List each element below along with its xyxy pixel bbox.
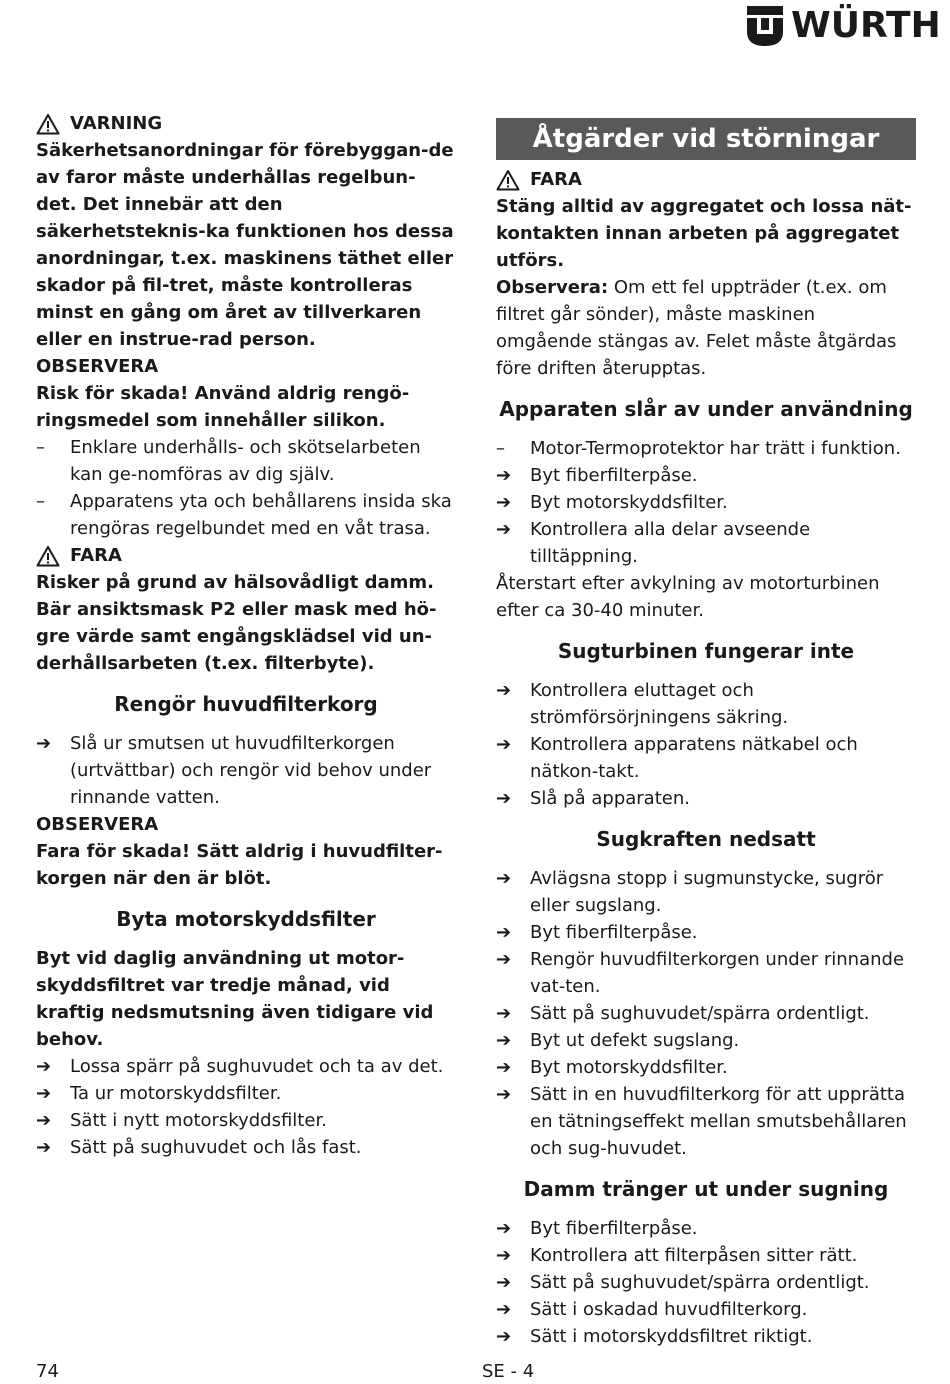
section-title: Damm tränger ut under sugning — [523, 1177, 889, 1201]
arrow-right-icon: ➔ — [496, 1003, 512, 1024]
warning-triangle-icon — [36, 113, 60, 135]
note-text: Fara för skada! Sätt aldrig i huvudfilter-korgen när den är blöt. — [36, 841, 443, 889]
list-item: ➔ Slå på apparaten. — [496, 785, 916, 812]
list-item: ➔ Sätt in en huvudfilterkorg för att upprätta en tätningseffekt mellan smutsbehållaren och sug-huvudet. — [496, 1081, 916, 1162]
list-item: ➔ Sätt på sughuvudet och lås fast. — [36, 1134, 456, 1161]
warning-label: VARNING — [70, 113, 163, 134]
restart-text: Återstart efter avkylning av motorturbinen efter ca 30-40 minuter. — [496, 573, 880, 621]
warning-text: Säkerhetsanordningar för förebyggan-de av faror måste underhållas regelbun-det. Det innebär att den säkerhetsteknis-ka funktionen hos dessa anordningar, t.ex. maskinens täthet eller skador på fil-tret, måste kontrolleras minst en gång om året av tillverkaren eller en instrue-rad person. — [36, 140, 454, 350]
arrow-right-icon: ➔ — [36, 733, 52, 754]
danger-label: FARA — [530, 169, 582, 190]
wurth-logo-icon — [745, 4, 785, 48]
brand-logo — [745, 4, 945, 48]
danger-text: Risker på grund av hälsovådligt damm. Bär ansiktsmask P2 eller mask med hö-gre värde samt engångsklädsel vid un-derhållsarbeten (t.ex. filterbyte). — [36, 572, 437, 674]
arrow-right-icon: ➔ — [496, 868, 512, 889]
list-item: ➔ Byt ut defekt sugslang. — [496, 1027, 916, 1054]
arrow-right-icon: ➔ — [496, 1084, 512, 1105]
arrow-right-icon: ➔ — [496, 1057, 512, 1078]
warning-triangle-icon — [496, 169, 520, 191]
note-label: OBSERVERA — [36, 356, 159, 377]
list-item: ➔ Sätt i nytt motorskyddsfilter. — [36, 1107, 456, 1134]
left-column — [36, 110, 456, 1161]
arrow-right-icon: ➔ — [36, 1056, 52, 1077]
list-item: ➔ Rengör huvudfilterkorgen under rinnande vat-ten. — [496, 946, 916, 1000]
list-item: ➔ Byt fiberfilterpåse. — [496, 1215, 916, 1242]
list-item: ➔ Kontrollera apparatens nätkabel och nätkon-takt. — [496, 731, 916, 785]
danger-heading — [496, 166, 916, 193]
danger-label: FARA — [70, 545, 122, 566]
warning-triangle-icon — [36, 545, 60, 567]
arrow-right-icon: ➔ — [496, 1326, 512, 1347]
page-code: SE - 4 — [482, 1361, 535, 1382]
arrow-right-icon: ➔ — [36, 1137, 52, 1158]
danger-text: Stäng alltid av aggregatet och lossa nät-kontakten innan arbeten på aggregatet utförs. — [496, 196, 912, 271]
arrow-right-icon: ➔ — [496, 1218, 512, 1239]
arrow-right-icon: ➔ — [36, 1083, 52, 1104]
right-column — [496, 110, 916, 1350]
arrow-right-icon: ➔ — [496, 519, 512, 540]
list-item: ➔ Lossa spärr på sughuvudet och ta av det. — [36, 1053, 456, 1080]
list-item: ➔ Sätt på sughuvudet/spärra ordentligt. — [496, 1269, 916, 1296]
warning-heading — [36, 110, 456, 137]
arrow-right-icon: ➔ — [496, 1299, 512, 1320]
list-item: ➔ Ta ur motorskyddsfilter. — [36, 1080, 456, 1107]
list-item: ➔ Sätt på sughuvudet/spärra ordentligt. — [496, 1000, 916, 1027]
brand-name: WÜRTH — [791, 5, 941, 46]
page-title: Åtgärder vid störningar — [496, 118, 916, 160]
list-item: ➔ Slå ur smutsen ut huvudfilterkorgen (urtvättbar) och rengör vid behov under rinnande vatten. — [36, 730, 456, 811]
list-item: ➔ Byt motorskyddsfilter. — [496, 489, 916, 516]
list-item: ➔ Kontrollera alla delar avseende tilltäppning. — [496, 516, 916, 570]
section-title: Rengör huvudfilterkorg — [114, 692, 378, 716]
danger-heading — [36, 542, 456, 569]
section-title: Sugkraften nedsatt — [596, 827, 816, 851]
section-title: Sugturbinen fungerar inte — [557, 639, 855, 663]
list-item: – Motor-Termoprotektor har trätt i funktion. — [496, 438, 901, 459]
arrow-right-icon: ➔ — [496, 734, 512, 755]
list-item: ➔ Byt motorskyddsfilter. — [496, 1054, 916, 1081]
list-item: ➔ Byt fiberfilterpåse. — [496, 919, 916, 946]
note-text: Om ett fel uppträder (t.ex. om filtret går sönder), måste maskinen omgående stängas av. Felet måste åtgärdas före driften återupptas. — [496, 277, 897, 379]
arrow-right-icon: ➔ — [496, 1030, 512, 1051]
list-item: ➔ Sätt i motorskyddsfiltret riktigt. — [496, 1323, 916, 1350]
arrow-right-icon: ➔ — [36, 1110, 52, 1131]
list-item: ➔ Avlägsna stopp i sugmunstycke, sugrör eller sugslang. — [496, 865, 916, 919]
note-label: Observera: — [496, 277, 609, 298]
section-title: Apparaten slår av under användning — [499, 397, 913, 421]
arrow-right-icon: ➔ — [496, 922, 512, 943]
arrow-right-icon: ➔ — [496, 465, 512, 486]
arrow-right-icon: ➔ — [496, 1272, 512, 1293]
arrow-right-icon: ➔ — [496, 492, 512, 513]
arrow-right-icon: ➔ — [496, 680, 512, 701]
arrow-right-icon: ➔ — [496, 1245, 512, 1266]
page-number: 74 — [36, 1361, 59, 1382]
list-item: – Enklare underhålls- och skötselarbeten kan ge-nomföras av dig själv. — [36, 437, 421, 485]
list-item: ➔ Kontrollera att filterpåsen sitter rätt. — [496, 1242, 916, 1269]
list-item: ➔ Byt fiberfilterpåse. — [496, 462, 916, 489]
list-item: ➔ Kontrollera eluttaget och strömförsörjningens säkring. — [496, 677, 916, 731]
list-item: ➔ Sätt i oskadad huvudfilterkorg. — [496, 1296, 916, 1323]
list-item: – Apparatens yta och behållarens insida ska rengöras regelbundet med en våt trasa. — [36, 491, 452, 539]
note-paragraph — [496, 274, 916, 382]
arrow-right-icon: ➔ — [496, 949, 512, 970]
section-intro: Byt vid daglig användning ut motor-skyddsfiltret var tredje månad, vid kraftig nedsmutsning även tidigare vid behov. — [36, 948, 434, 1050]
note-text: Risk för skada! Använd aldrig rengö-ringsmedel som innehåller silikon. — [36, 383, 410, 431]
note-label: OBSERVERA — [36, 814, 159, 835]
arrow-right-icon: ➔ — [496, 788, 512, 809]
section-title: Byta motorskyddsfilter — [116, 907, 376, 931]
